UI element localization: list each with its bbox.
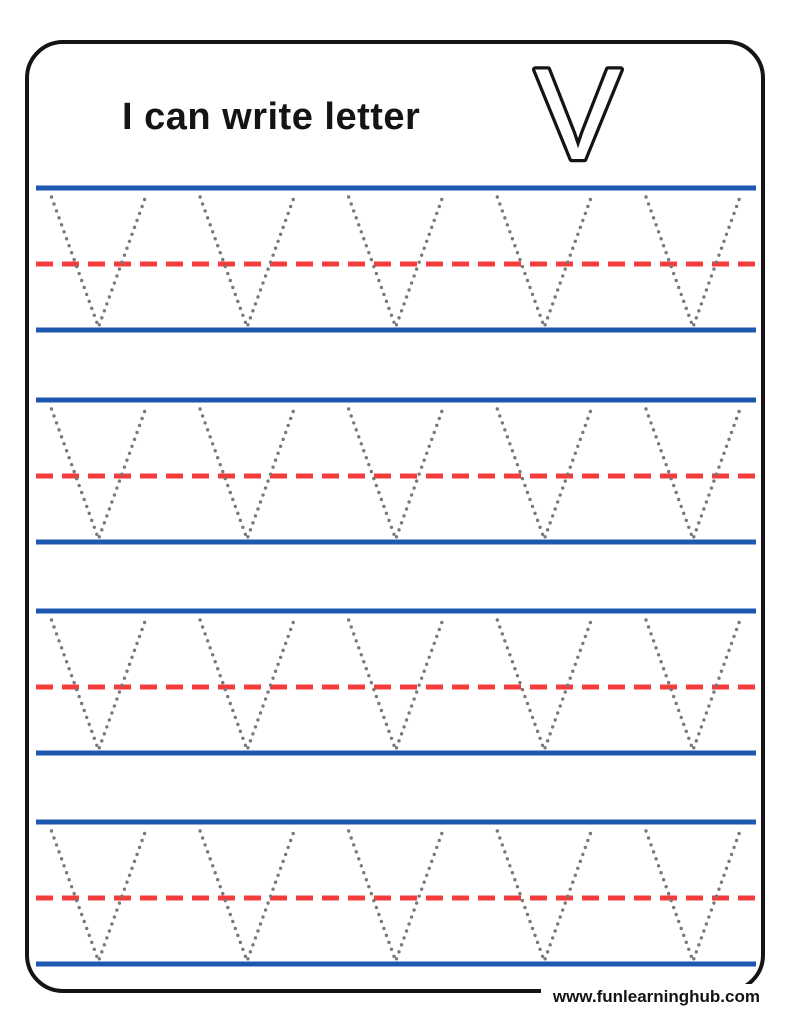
tracing-row bbox=[36, 400, 756, 542]
practice-letter: V bbox=[534, 50, 622, 168]
footer-url: www.funlearninghub.com bbox=[541, 984, 762, 1010]
tracing-row bbox=[36, 611, 756, 753]
tracing-row bbox=[36, 188, 756, 330]
tracing-row bbox=[36, 822, 756, 964]
page-title: I can write letter bbox=[122, 96, 421, 138]
